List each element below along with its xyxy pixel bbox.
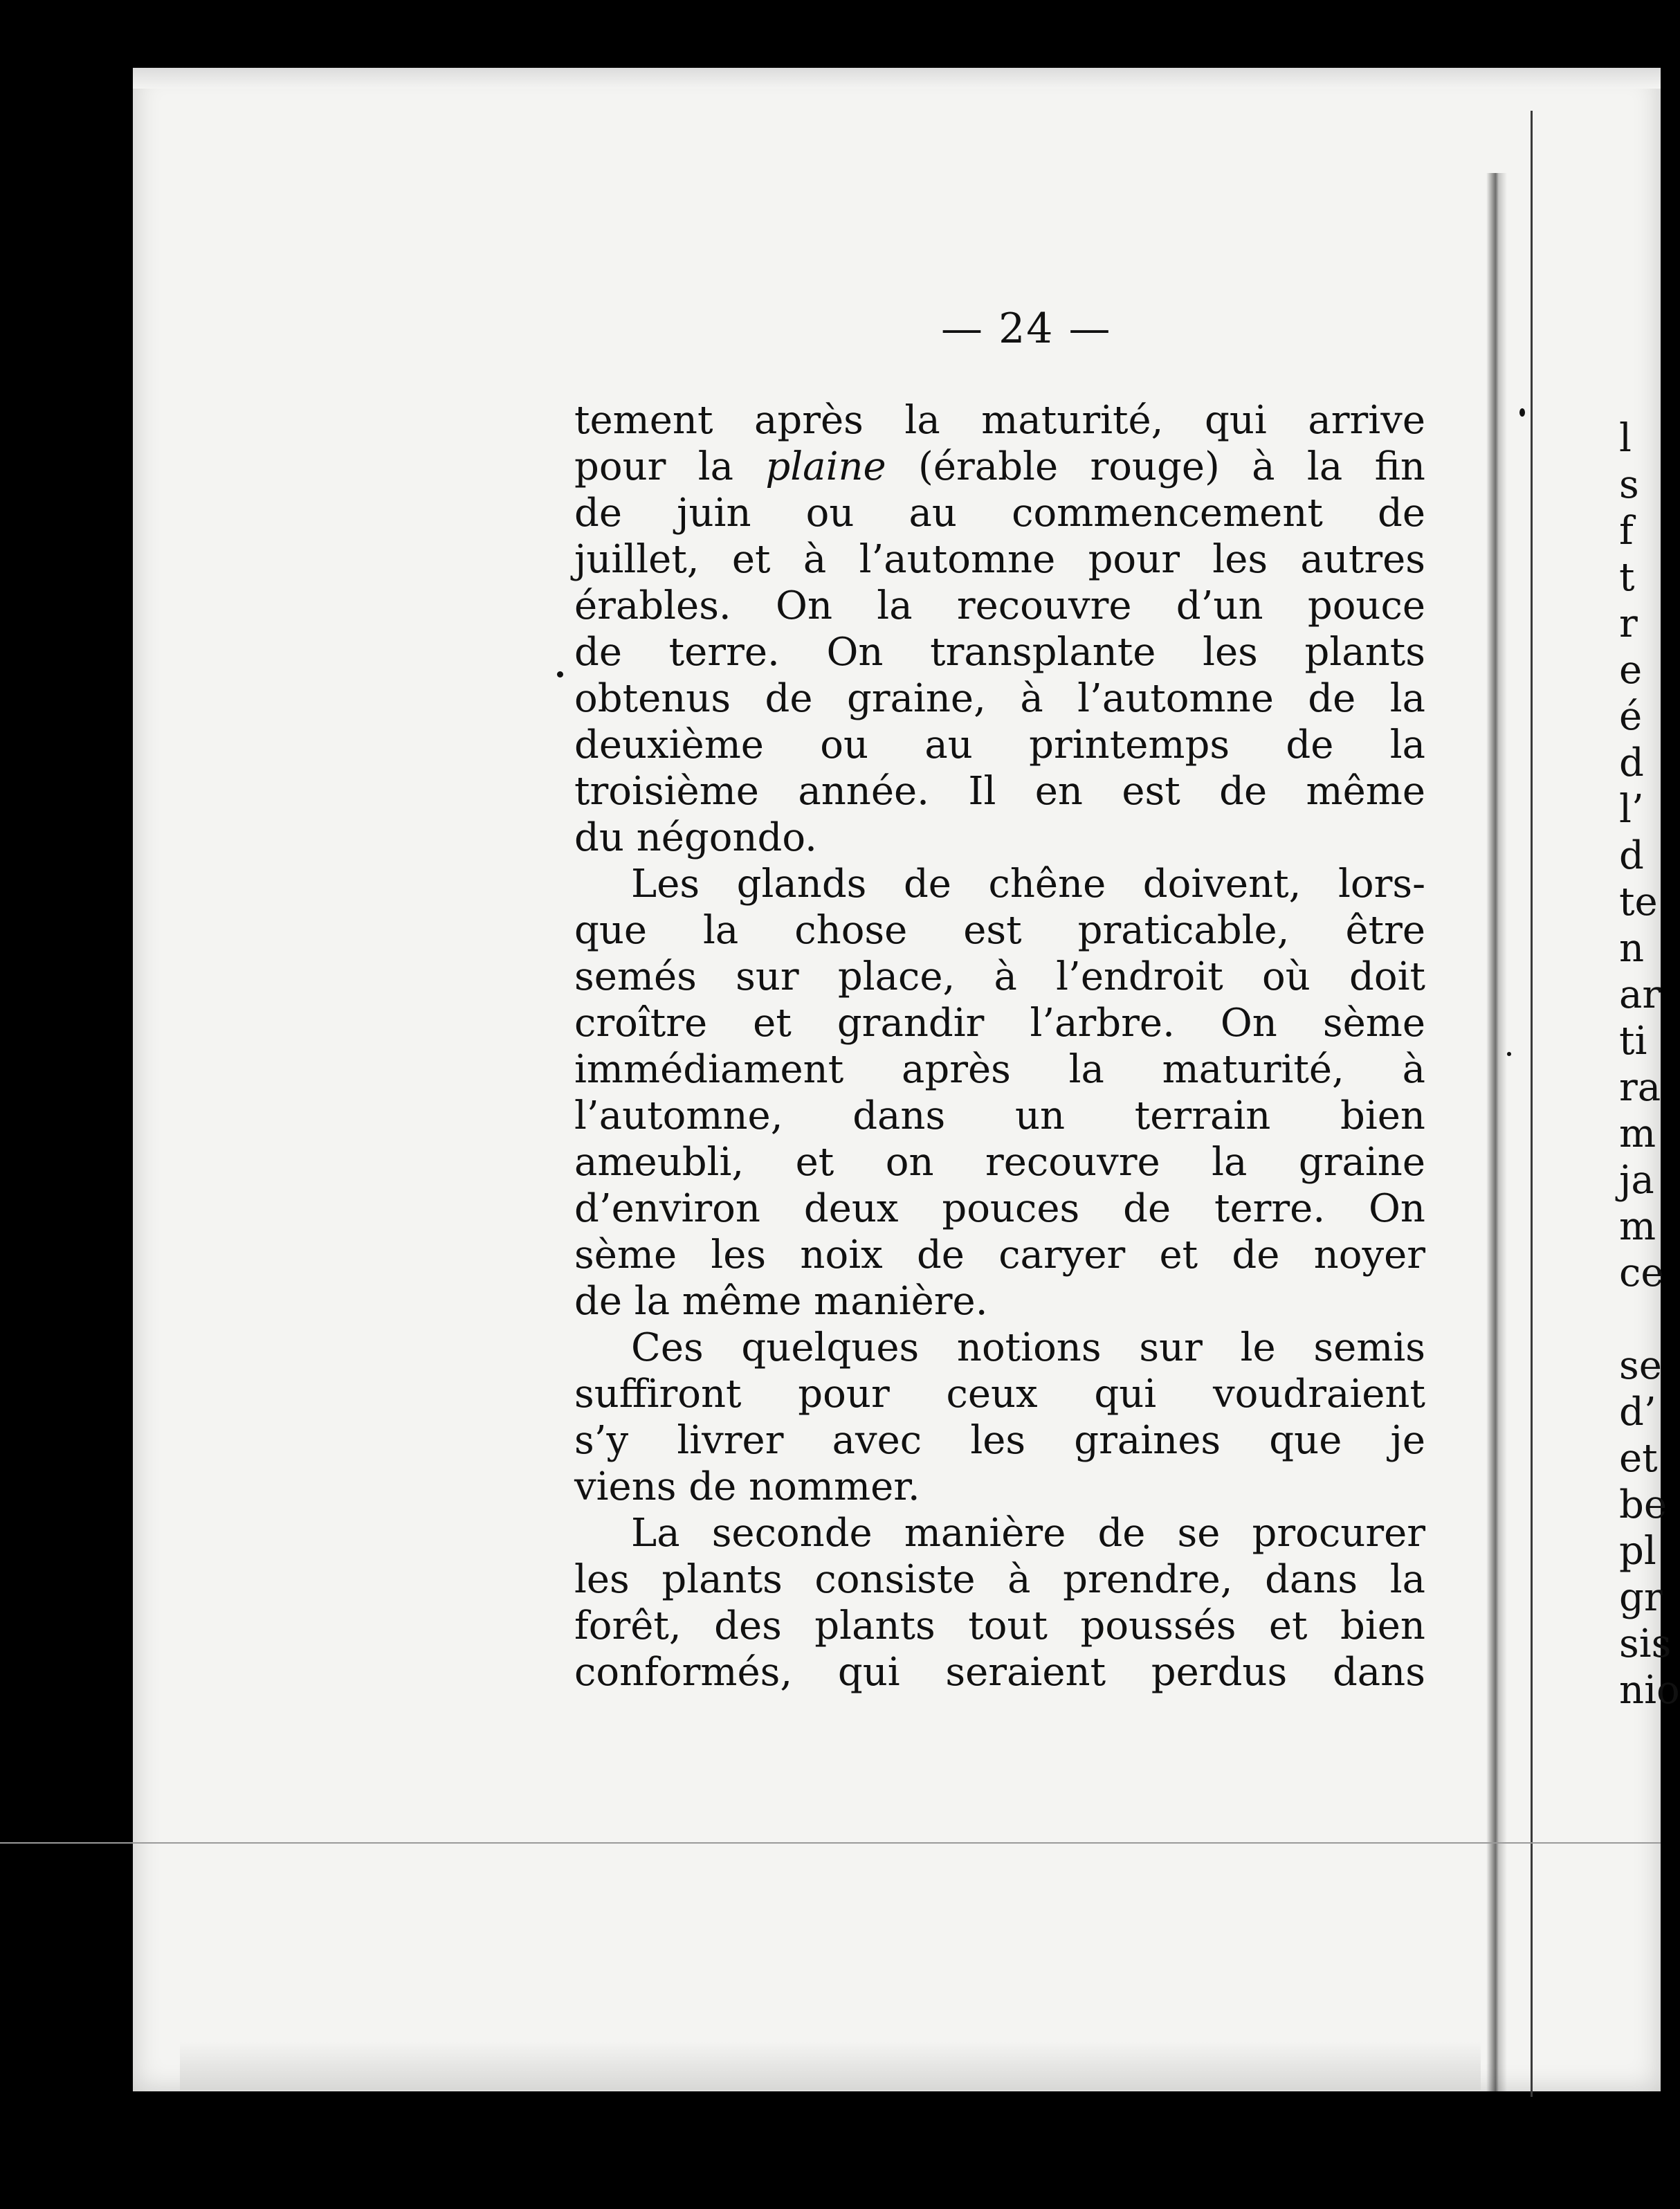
facing-line bbox=[1619, 1296, 1661, 1343]
text-line bbox=[574, 444, 1425, 490]
page-fold-line bbox=[1531, 111, 1533, 2097]
facing-line: é bbox=[1619, 694, 1643, 739]
facing-line: te bbox=[1619, 880, 1658, 925]
text-line: de la même manière. bbox=[574, 1279, 988, 1324]
text-line: de terre. On transplante les plants bbox=[574, 630, 1425, 675]
ink-speck bbox=[557, 671, 563, 678]
facing-line: e bbox=[1619, 648, 1643, 693]
text-line: viens de nommer. bbox=[574, 1464, 920, 1509]
paragraph-first-line: Ces quelques notions sur le semis bbox=[631, 1325, 1425, 1370]
page-bottom-edge bbox=[180, 2042, 1481, 2090]
ink-speck bbox=[1507, 1052, 1511, 1056]
text-line: du négondo. bbox=[574, 815, 817, 860]
text-line: obtenus de graine, à l’automne de la bbox=[574, 676, 1425, 721]
text-line: que la chose est praticable, être bbox=[574, 908, 1425, 953]
text-line: juillet, et à l’automne pour les autres bbox=[574, 537, 1425, 582]
paragraph-first-line: La seconde manière de se procurer bbox=[631, 1511, 1425, 1556]
facing-line: ti bbox=[1619, 1019, 1647, 1064]
text-line: suffiront pour ceux qui voudraient bbox=[574, 1372, 1425, 1417]
facing-line: se bbox=[1619, 1343, 1662, 1388]
text-line: les plants consiste à prendre, dans la bbox=[574, 1557, 1425, 1602]
facing-line: et bbox=[1619, 1436, 1658, 1481]
book-gutter-shadow bbox=[1486, 173, 1507, 2097]
text-line: conformés, qui seraient perdus dans bbox=[574, 1650, 1425, 1695]
facing-line: f bbox=[1619, 509, 1634, 554]
facing-line: d bbox=[1619, 833, 1644, 878]
text-line: semés sur place, à l’endroit où doit bbox=[574, 954, 1425, 999]
facing-line: gr bbox=[1619, 1575, 1663, 1620]
text-line: s’y livrer avec les graines que je bbox=[574, 1418, 1425, 1463]
facing-line: n bbox=[1619, 926, 1645, 971]
facing-line: ra bbox=[1619, 1065, 1661, 1110]
facing-line: be bbox=[1619, 1482, 1667, 1527]
facing-line: t bbox=[1619, 555, 1635, 600]
facing-line: sis bbox=[1619, 1621, 1672, 1666]
facing-line: d bbox=[1619, 740, 1644, 785]
text-line: sème les noix de caryer et de noyer bbox=[574, 1233, 1425, 1278]
text-line: troisième année. Il en est de même bbox=[574, 769, 1425, 814]
text-line: immédiament après la maturité, à bbox=[574, 1047, 1425, 1092]
text-line: l’automne, dans un terrain bien bbox=[574, 1093, 1425, 1138]
facing-line: d’ bbox=[1619, 1390, 1656, 1435]
ink-speck bbox=[1519, 408, 1525, 417]
facing-line: pl bbox=[1619, 1529, 1656, 1574]
text-line: de juin ou au commencement de bbox=[574, 491, 1425, 536]
text-line: tement après la maturité, qui arrive bbox=[574, 398, 1425, 443]
italic-term: plaine bbox=[765, 444, 886, 489]
text-line: croître et grandir l’arbre. On sème bbox=[574, 1001, 1425, 1046]
text-line: ameubli, et on recouvre la graine bbox=[574, 1140, 1425, 1185]
facing-line: m bbox=[1619, 1111, 1656, 1156]
scan-artifact-line bbox=[0, 1842, 1661, 1844]
text-line: forêt, des plants tout poussés et bien bbox=[574, 1603, 1425, 1648]
text-fragment: (érable rouge) à la fin bbox=[886, 444, 1426, 489]
facing-line: ar bbox=[1619, 972, 1661, 1017]
text-line: d’environ deux pouces de terre. On bbox=[574, 1186, 1425, 1231]
facing-line: s bbox=[1619, 462, 1639, 507]
text-line: érables. On la recouvre d’un pouce bbox=[574, 583, 1425, 628]
facing-line: l bbox=[1619, 416, 1632, 461]
body-text bbox=[574, 397, 1425, 1696]
facing-line: ja bbox=[1619, 1158, 1654, 1203]
page-top-edge bbox=[133, 68, 1661, 89]
facing-line: ce bbox=[1619, 1251, 1664, 1296]
text-line: deuxième ou au printemps de la bbox=[574, 722, 1425, 767]
paragraph-first-line: Les glands de chêne doivent, lors- bbox=[631, 862, 1425, 907]
page-number: — 24 — bbox=[941, 304, 1112, 353]
facing-line: l’ bbox=[1619, 787, 1644, 832]
facing-line: r bbox=[1619, 601, 1638, 646]
facing-page-fragments bbox=[1619, 415, 1680, 1713]
facing-line: nio bbox=[1619, 1668, 1680, 1713]
facing-line: m bbox=[1619, 1204, 1656, 1249]
text-fragment: pour la bbox=[574, 444, 766, 489]
